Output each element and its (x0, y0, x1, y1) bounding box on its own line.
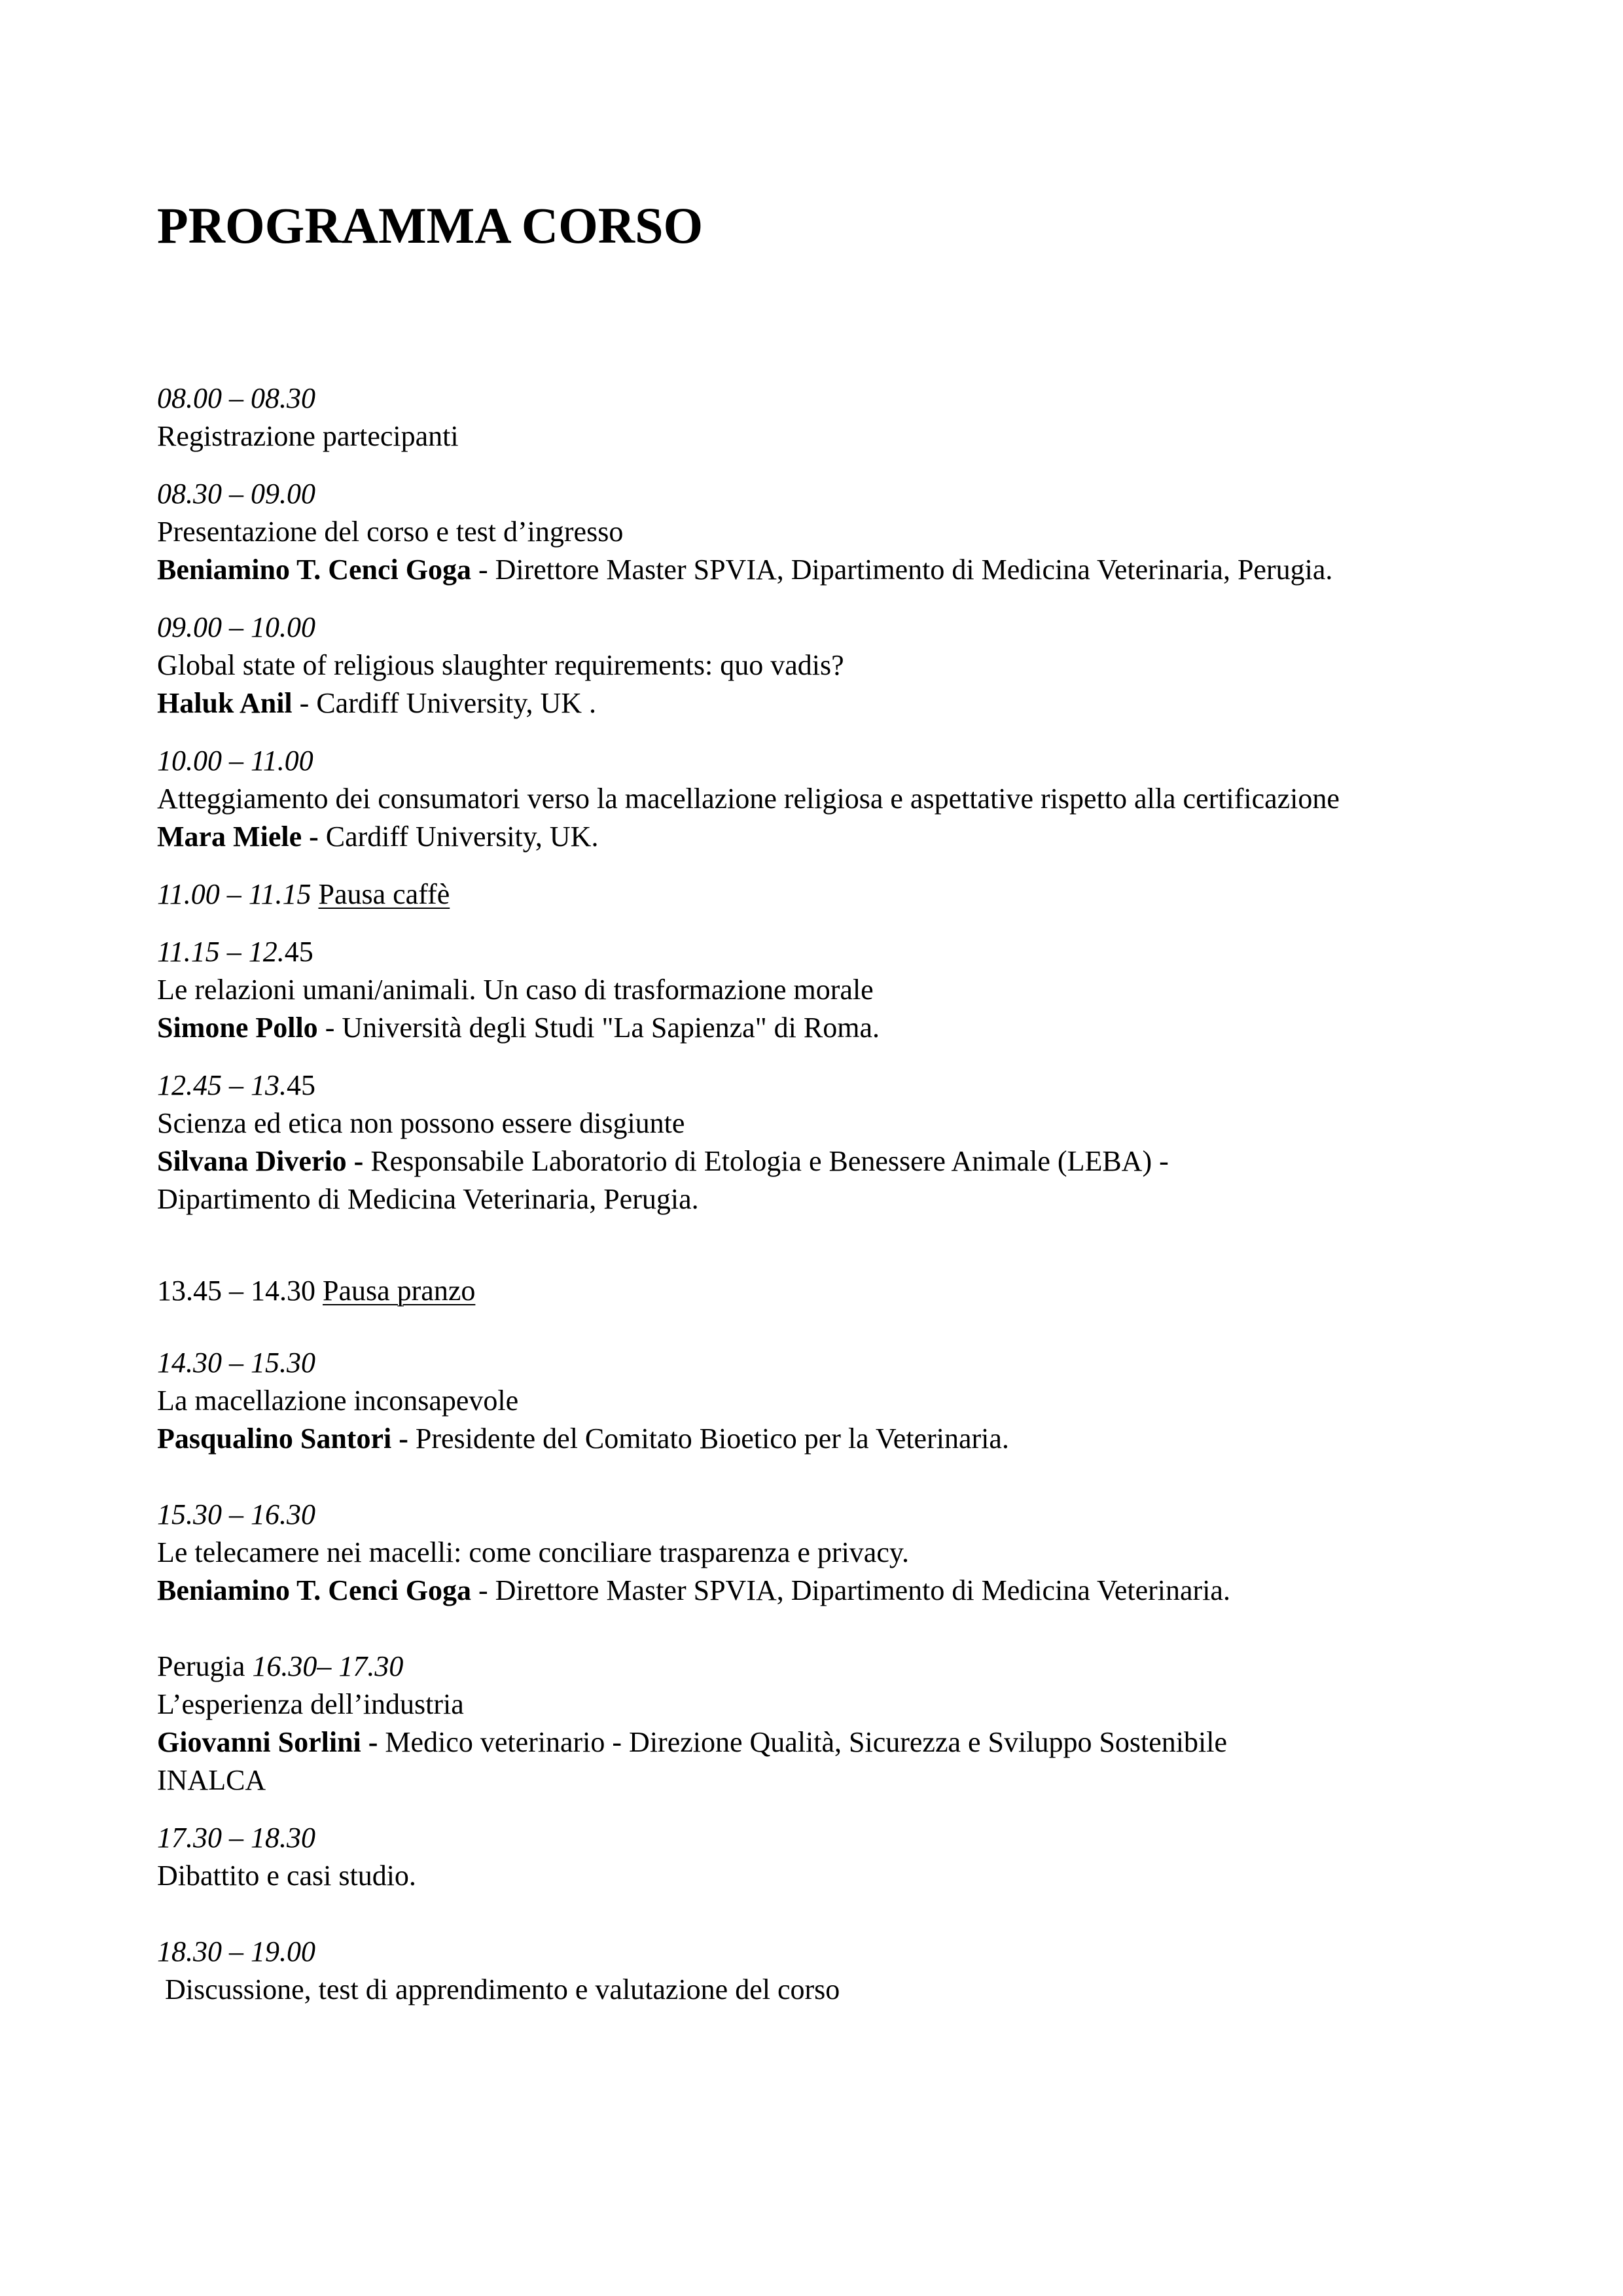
session-6 (157, 1067, 1472, 1218)
session-topic: Presentazione del corso e test d’ingresso (157, 516, 624, 548)
break-coffee (157, 875, 1472, 913)
break-lunch (157, 1272, 1472, 1310)
page-title: PROGRAMMA CORSO (157, 197, 704, 254)
speaker-affiliation: Cardiff University, UK. (318, 821, 599, 853)
session-time: 14.30 – 15.30 (157, 1347, 315, 1379)
speaker-name: Mara Miele - (157, 821, 319, 853)
speaker-name: Beniamino T. Cenci Goga (157, 554, 471, 586)
speaker-affiliation-continued: INALCA (157, 1764, 266, 1796)
speaker-affiliation-continued: Dipartimento di Medicina Veterinaria, Perugia. (157, 1183, 699, 1215)
speaker-affiliation: - Direttore Master SPVIA, Dipartimento di Medicina Veterinaria, Perugia. (471, 554, 1333, 586)
session-speaker-line (157, 1572, 1472, 1610)
break-time: 13.45 – 14.30 (157, 1275, 315, 1307)
session-location: Perugia (157, 1650, 253, 1682)
speaker-affiliation: - Cardiff University, UK . (292, 687, 597, 719)
session-3 (157, 609, 1472, 722)
speaker-affiliation: - Direttore Master SPVIA, Dipartimento di Medicina Veterinaria. (471, 1574, 1230, 1606)
speaker-affiliation: - Università degli Studi "La Sapienza" di Roma. (317, 1012, 880, 1044)
speaker-name: Silvana Diverio - (157, 1145, 364, 1177)
session-time: 15.30 – 16.30 (157, 1498, 315, 1530)
session-speaker-line (157, 551, 1472, 589)
session-time: 09.00 – 10.00 (157, 611, 315, 643)
session-speaker-line (157, 818, 1472, 856)
session-speaker-line (157, 1009, 1472, 1047)
session-2 (157, 475, 1472, 589)
session-1 (157, 380, 1472, 455)
session-topic: Le relazioni umani/animali. Un caso di trasformazione morale (157, 974, 874, 1006)
speaker-name: Haluk Anil (157, 687, 293, 719)
speaker-name: Giovanni Sorlini - (157, 1726, 378, 1758)
session-topic: Le telecamere nei macelli: come conciliare trasparenza e privacy. (157, 1536, 910, 1568)
session-time: 12.45 – 13. (157, 1069, 287, 1101)
session-time: 16.30– 17.30 (252, 1650, 404, 1682)
program-list (157, 380, 1472, 2028)
speaker-name: Pasqualino Santori - (157, 1422, 408, 1455)
session-topic: La macellazione inconsapevole (157, 1385, 519, 1417)
session-topic: Discussione, test di apprendimento e valutazione del corso (165, 1973, 840, 2005)
session-topic: L’esperienza dell’industria (157, 1688, 464, 1720)
session-topic: Registrazione partecipanti (157, 420, 459, 452)
session-8 (157, 1496, 1472, 1610)
session-10 (157, 1819, 1472, 1895)
session-topic: Scienza ed etica non possono essere disgiunte (157, 1107, 685, 1139)
session-topic: Global state of religious slaughter requirements: quo vadis? (157, 649, 844, 681)
session-time: 10.00 – 11.00 (157, 745, 313, 777)
break-time: 11.00 – 11.15 (157, 878, 312, 910)
break-label: Pausa pranzo (323, 1275, 476, 1307)
session-speaker-line (157, 1420, 1472, 1458)
speaker-name: Beniamino T. Cenci Goga (157, 1574, 471, 1606)
session-speaker-line (157, 1142, 1472, 1180)
session-time-suffix: 45 (284, 936, 313, 968)
session-time: 08.00 – 08.30 (157, 382, 315, 414)
session-4 (157, 742, 1472, 856)
session-time: 08.30 – 09.00 (157, 478, 315, 510)
session-9 (157, 1648, 1472, 1799)
session-time: 18.30 – 19.00 (157, 1935, 315, 1968)
session-11 (157, 1933, 1472, 2009)
session-time: 11.15 – 12. (157, 936, 285, 968)
session-speaker-line (157, 1723, 1472, 1761)
speaker-affiliation: Responsabile Laboratorio di Etologia e Benessere Animale (LEBA) - (363, 1145, 1169, 1177)
session-topic: Atteggiamento dei consumatori verso la macellazione religiosa e aspettative rispetto alla certificazione (157, 783, 1340, 815)
session-7 (157, 1344, 1472, 1458)
session-time: 17.30 – 18.30 (157, 1822, 315, 1854)
speaker-name: Simone Pollo (157, 1012, 318, 1044)
session-topic: Dibattito e casi studio. (157, 1860, 416, 1892)
speaker-affiliation: Presidente del Comitato Bioetico per la Veterinaria. (408, 1422, 1009, 1455)
break-label: Pausa caffè (318, 878, 450, 910)
session-5 (157, 933, 1472, 1047)
session-time-suffix: 45 (287, 1069, 315, 1101)
session-speaker-line (157, 684, 1472, 722)
speaker-affiliation: Medico veterinario - Direzione Qualità, Sicurezza e Sviluppo Sostenibile (378, 1726, 1228, 1758)
